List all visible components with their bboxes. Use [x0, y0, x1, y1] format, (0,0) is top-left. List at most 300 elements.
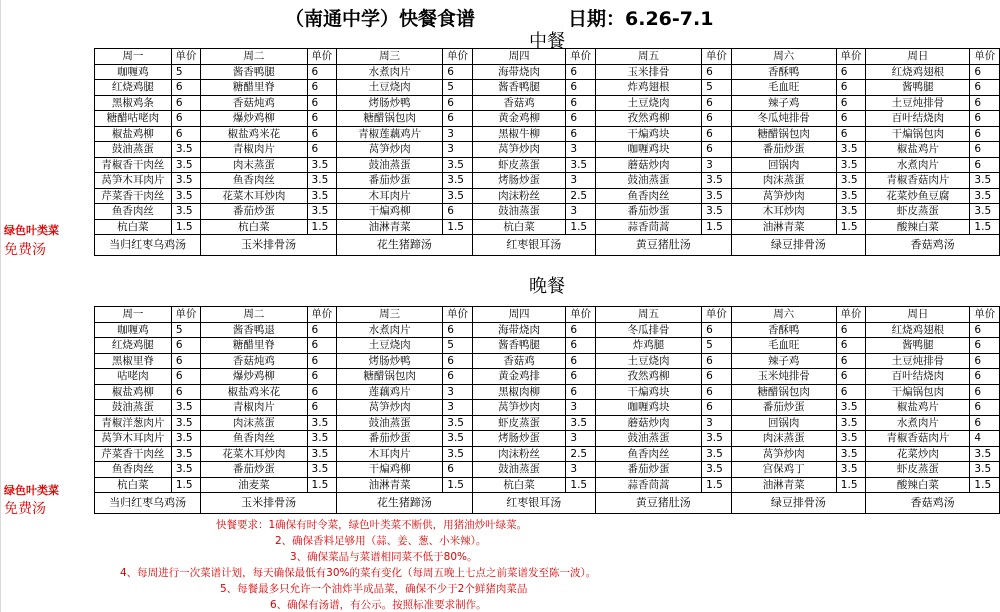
- price-cell: 6: [566, 95, 595, 111]
- price-cell: 3.5: [702, 173, 731, 189]
- price-cell: 6: [171, 95, 200, 111]
- price-cell: 3.5: [443, 188, 472, 204]
- dish-cell: 糖醋咕咾肉: [95, 111, 172, 127]
- dish-cell: 椒盐鸡米花: [201, 384, 307, 400]
- price-cell: 3.5: [702, 446, 731, 462]
- price-cell: 3.5: [171, 446, 200, 462]
- dish-cell: 鱼香肉丝: [595, 446, 701, 462]
- price-cell: 6: [566, 353, 595, 369]
- price-cell: 3: [566, 431, 595, 447]
- dish-cell: 蒜香茼蒿: [595, 219, 701, 235]
- price-cell: 3.5: [970, 188, 1000, 204]
- dish-cell: 黄金鸡柳: [472, 111, 566, 127]
- table-row: [95, 142, 1000, 158]
- price-cell: 6: [307, 384, 336, 400]
- price-cell: 3.5: [970, 462, 1000, 478]
- price-cell: 6: [566, 111, 595, 127]
- header-price-cell: 单价: [307, 49, 336, 65]
- price-cell: 3.5: [307, 188, 336, 204]
- price-cell: 3.5: [702, 204, 731, 220]
- dish-cell: 青椒香菇肉片: [866, 173, 970, 189]
- dish-cell: 木耳炒肉: [731, 204, 836, 220]
- dish-cell: 椒盐鸡米花: [201, 126, 307, 142]
- price-cell: 3.5: [836, 400, 865, 416]
- dish-cell: 香酥鸭: [731, 64, 836, 80]
- dish-cell: 水煮肉片: [866, 415, 970, 431]
- price-cell: 3.5: [171, 188, 200, 204]
- price-cell: 3.5: [702, 188, 731, 204]
- price-cell: 3.5: [702, 462, 731, 478]
- note-3: 3、确保菜品与菜谱相同菜不低于80%。: [290, 551, 478, 563]
- dish-cell: 海带烧肉: [472, 322, 566, 338]
- price-cell: 3.5: [836, 415, 865, 431]
- dish-cell: 黑椒牛柳: [472, 126, 566, 142]
- dish-cell: 咖喱鸡: [95, 64, 172, 80]
- lunch-green-veg-label: 绿色叶类菜: [4, 224, 59, 237]
- price-cell: 6: [970, 369, 1000, 385]
- table-row: [95, 188, 1000, 204]
- price-cell: 3: [702, 415, 731, 431]
- price-cell: 3: [443, 400, 472, 416]
- price-cell: 3.5: [443, 446, 472, 462]
- dish-cell: 肉沫粉丝: [472, 446, 566, 462]
- soup-cell: 绿豆排骨汤: [731, 235, 866, 256]
- dish-cell: 玉米排骨: [595, 64, 701, 80]
- dish-cell: 香菇炖鸡: [201, 95, 307, 111]
- dish-cell: 干煸鸡块: [595, 384, 701, 400]
- price-cell: 6: [970, 126, 1000, 142]
- dish-cell: 鱼香肉丝: [201, 431, 307, 447]
- dish-cell: 红烧鸡腿: [95, 80, 172, 96]
- dish-cell: 咕咾肉: [95, 369, 172, 385]
- dish-cell: 咖喱鸡: [95, 322, 172, 338]
- dish-cell: 肉末蒸蛋: [201, 157, 307, 173]
- dish-cell: 花菜炒肉: [866, 446, 970, 462]
- price-cell: 6: [836, 384, 865, 400]
- price-cell: 6: [307, 126, 336, 142]
- price-cell: 6: [970, 142, 1000, 158]
- dish-cell: 芹菜香干肉丝: [95, 446, 172, 462]
- price-cell: 3: [566, 400, 595, 416]
- price-cell: 6: [443, 322, 472, 338]
- price-cell: 6: [970, 157, 1000, 173]
- dish-cell: 海带烧肉: [472, 64, 566, 80]
- soup-row: [95, 493, 1000, 514]
- table-row: [95, 400, 1000, 416]
- price-cell: 3.5: [443, 431, 472, 447]
- price-cell: 3.5: [307, 462, 336, 478]
- price-cell: 1.5: [702, 219, 731, 235]
- dish-cell: 糖醋锅包肉: [731, 126, 836, 142]
- title-date: 日期：6.26-7.1: [568, 8, 714, 30]
- dish-cell: 香酥鸭: [731, 322, 836, 338]
- price-cell: 6: [171, 338, 200, 354]
- price-cell: 6: [836, 369, 865, 385]
- dish-cell: 莴笋炒肉: [337, 142, 443, 158]
- price-cell: 3.5: [836, 204, 865, 220]
- dish-cell: 土豆炖排骨: [866, 353, 970, 369]
- price-cell: 3.5: [443, 415, 472, 431]
- dish-cell: 杭白菜: [95, 477, 172, 493]
- dish-cell: 番茄炒蛋: [201, 204, 307, 220]
- dish-cell: 干煸鸡块: [595, 126, 701, 142]
- dish-cell: 鼓油蒸蛋: [595, 173, 701, 189]
- header-price-cell: 单价: [970, 49, 1000, 65]
- dish-cell: 辣子鸡: [731, 95, 836, 111]
- soup-cell: 香菇鸡汤: [866, 235, 1000, 256]
- soup-cell: 当归红枣乌鸡汤: [95, 235, 201, 256]
- dinner-green-veg-label: 绿色叶类菜: [4, 484, 59, 497]
- dish-cell: 青椒香菇肉片: [866, 431, 970, 447]
- dish-cell: 辣子鸡: [731, 353, 836, 369]
- dish-cell: 鱼香肉丝: [95, 204, 172, 220]
- note-5: 5、每餐最多只允许一个油炸半成品菜，确保不少于2个鲜猪肉菜品: [220, 583, 528, 595]
- dish-cell: 酱鸭腿: [866, 338, 970, 354]
- lunch-title: 中餐: [529, 31, 565, 52]
- price-cell: 4: [970, 431, 1000, 447]
- dish-cell: 香菇鸡: [472, 95, 566, 111]
- table-row: [95, 80, 1000, 96]
- dish-cell: 鱼香肉丝: [95, 462, 172, 478]
- price-cell: 6: [171, 80, 200, 96]
- dish-cell: 虾皮蒸蛋: [866, 204, 970, 220]
- price-cell: 6: [307, 353, 336, 369]
- price-cell: 6: [702, 142, 731, 158]
- price-cell: 3.5: [171, 415, 200, 431]
- price-cell: 6: [702, 322, 731, 338]
- price-cell: 6: [836, 126, 865, 142]
- price-cell: 5: [443, 80, 472, 96]
- header-day-cell: 周三: [337, 307, 443, 323]
- price-cell: 3.5: [836, 173, 865, 189]
- price-cell: 6: [970, 353, 1000, 369]
- price-cell: 6: [836, 80, 865, 96]
- table-row: [95, 219, 1000, 235]
- price-cell: 6: [970, 400, 1000, 416]
- dish-cell: 酱香鸭退: [201, 322, 307, 338]
- price-cell: 2.5: [566, 188, 595, 204]
- price-cell: 3.5: [171, 462, 200, 478]
- dish-cell: 烤肠炒蛋: [472, 173, 566, 189]
- price-cell: 6: [443, 111, 472, 127]
- price-cell: 6: [702, 369, 731, 385]
- dish-cell: 水煮肉片: [337, 322, 443, 338]
- price-cell: 3.5: [171, 157, 200, 173]
- header-day-cell: 周四: [472, 49, 566, 65]
- dish-cell: 糖醋里脊: [201, 338, 307, 354]
- dish-cell: 椒盐鸡片: [866, 400, 970, 416]
- price-cell: 6: [171, 353, 200, 369]
- dish-cell: 孜然鸡柳: [595, 111, 701, 127]
- price-cell: 1.5: [566, 477, 595, 493]
- price-cell: 6: [702, 95, 731, 111]
- dish-cell: 鼓油蒸蛋: [595, 431, 701, 447]
- note-2: 2、确保香料足够用（蒜、姜、葱、小米辣）。: [275, 535, 487, 547]
- price-cell: 3.5: [836, 462, 865, 478]
- header-price-cell: 单价: [307, 307, 336, 323]
- header-day-cell: 周三: [337, 49, 443, 65]
- header-price-cell: 单价: [836, 49, 865, 65]
- price-cell: 6: [836, 64, 865, 80]
- dish-cell: 杭白菜: [201, 219, 307, 235]
- price-cell: 6: [307, 369, 336, 385]
- header-day-cell: 周二: [201, 49, 307, 65]
- price-cell: 6: [443, 462, 472, 478]
- dish-cell: 干煸鸡柳: [337, 462, 443, 478]
- header-price-cell: 单价: [443, 49, 472, 65]
- price-cell: 1.5: [566, 219, 595, 235]
- header-price-cell: 单价: [970, 307, 1000, 323]
- dish-cell: 鼓油蒸蛋: [95, 142, 172, 158]
- soup-cell: 绿豆排骨汤: [731, 493, 866, 514]
- dish-cell: 酱鸭腿: [866, 80, 970, 96]
- header-day-cell: 周五: [595, 307, 701, 323]
- dish-cell: 宫保鸡丁: [731, 462, 836, 478]
- dish-cell: 炸鸡腿: [595, 338, 701, 354]
- dish-cell: 香菇鸡: [472, 353, 566, 369]
- dish-cell: 爆炒鸡柳: [201, 111, 307, 127]
- dish-cell: 黑椒里脊: [95, 353, 172, 369]
- table-row: [95, 431, 1000, 447]
- price-cell: 5: [171, 322, 200, 338]
- price-cell: 6: [970, 322, 1000, 338]
- dish-cell: 肉沫蒸蛋: [731, 431, 836, 447]
- dish-cell: 青椒洋葱肉片: [95, 415, 172, 431]
- price-cell: 1.5: [307, 477, 336, 493]
- dish-cell: 炸鸡翅根: [595, 80, 701, 96]
- price-cell: 1.5: [970, 477, 1000, 493]
- price-cell: 3.5: [171, 142, 200, 158]
- dish-cell: 香菇炖鸡: [201, 353, 307, 369]
- dish-cell: 青椒香干肉丝: [95, 157, 172, 173]
- price-cell: 6: [307, 80, 336, 96]
- price-cell: 3.5: [171, 431, 200, 447]
- dish-cell: 油淋青菜: [337, 477, 443, 493]
- dish-cell: 酱香鸭腿: [472, 80, 566, 96]
- header-price-cell: 单价: [566, 307, 595, 323]
- dish-cell: 鼓油蒸蛋: [472, 462, 566, 478]
- price-cell: 3.5: [970, 204, 1000, 220]
- price-cell: 2.5: [566, 446, 595, 462]
- table-row: [95, 126, 1000, 142]
- price-cell: 3.5: [307, 204, 336, 220]
- dish-cell: 莴笋炒肉: [337, 400, 443, 416]
- dinner-table: [94, 306, 1000, 514]
- dish-cell: 番茄炒蛋: [201, 462, 307, 478]
- dish-cell: 油麦菜: [201, 477, 307, 493]
- table-row: [95, 95, 1000, 111]
- header-price-cell: 单价: [443, 307, 472, 323]
- price-cell: 3.5: [970, 173, 1000, 189]
- dish-cell: 椒盐鸡片: [866, 142, 970, 158]
- header-price-cell: 单价: [171, 307, 200, 323]
- soup-cell: 玉米排骨汤: [201, 493, 337, 514]
- dish-cell: 干煸锅包肉: [866, 126, 970, 142]
- table-row: [95, 384, 1000, 400]
- dish-cell: 芹菜香干肉丝: [95, 188, 172, 204]
- dish-cell: 冬瓜炖排骨: [731, 111, 836, 127]
- dish-cell: 回锅肉: [731, 415, 836, 431]
- price-cell: 6: [443, 204, 472, 220]
- price-cell: 6: [836, 353, 865, 369]
- dish-cell: 红烧鸡腿: [95, 338, 172, 354]
- price-cell: 6: [566, 64, 595, 80]
- dish-cell: 番茄炒蛋: [595, 462, 701, 478]
- table-header-row: [95, 307, 1000, 323]
- dish-cell: 蘑菇炒肉: [595, 415, 701, 431]
- dish-cell: 黑椒肉柳: [472, 384, 566, 400]
- dish-cell: 蘑菇炒肉: [595, 157, 701, 173]
- dish-cell: 糖醋锅包肉: [337, 369, 443, 385]
- dish-cell: 水煮肉片: [866, 157, 970, 173]
- dish-cell: 玉米炖排骨: [731, 369, 836, 385]
- price-cell: 3: [443, 126, 472, 142]
- dish-cell: 土豆烧肉: [595, 353, 701, 369]
- price-cell: 6: [836, 111, 865, 127]
- table-row: [95, 204, 1000, 220]
- price-cell: 6: [307, 111, 336, 127]
- dish-cell: 蒜香茼蒿: [595, 477, 701, 493]
- price-cell: 3.5: [566, 415, 595, 431]
- price-cell: 3.5: [836, 142, 865, 158]
- dish-cell: 油淋青菜: [731, 219, 836, 235]
- dish-cell: 杭白菜: [95, 219, 172, 235]
- price-cell: 3: [566, 173, 595, 189]
- table-row: [95, 462, 1000, 478]
- soup-cell: 玉米排骨汤: [201, 235, 337, 256]
- dish-cell: 莴笋木耳肉片: [95, 431, 172, 447]
- dish-cell: 椒盐鸡柳: [95, 384, 172, 400]
- price-cell: 3: [566, 204, 595, 220]
- table-row: [95, 415, 1000, 431]
- dish-cell: 莲藕鸡片: [337, 384, 443, 400]
- price-cell: 5: [171, 64, 200, 80]
- header-price-cell: 单价: [836, 307, 865, 323]
- dish-cell: 肉沫粉丝: [472, 188, 566, 204]
- price-cell: 6: [970, 80, 1000, 96]
- price-cell: 6: [307, 64, 336, 80]
- price-cell: 6: [702, 126, 731, 142]
- dish-cell: 黑椒鸡条: [95, 95, 172, 111]
- price-cell: 3.5: [836, 188, 865, 204]
- table-row: [95, 64, 1000, 80]
- header-price-cell: 单价: [566, 49, 595, 65]
- price-cell: 3.5: [836, 431, 865, 447]
- price-cell: 1.5: [702, 477, 731, 493]
- price-cell: 6: [443, 64, 472, 80]
- lunch-table: [94, 48, 1000, 256]
- dish-cell: 毛血旺: [731, 338, 836, 354]
- header-day-cell: 周五: [595, 49, 701, 65]
- dish-cell: 烤肠炒蛋: [472, 431, 566, 447]
- price-cell: 3: [566, 462, 595, 478]
- note-6: 6、确保有汤谱，有公示。按照标准要求制作。: [270, 599, 487, 611]
- price-cell: 6: [970, 384, 1000, 400]
- price-cell: 6: [970, 111, 1000, 127]
- dish-cell: 虾皮蒸蛋: [472, 157, 566, 173]
- price-cell: 6: [566, 338, 595, 354]
- dish-cell: 莴笋炒肉: [731, 446, 836, 462]
- dish-cell: 鱼香肉丝: [201, 173, 307, 189]
- price-cell: 6: [836, 95, 865, 111]
- price-cell: 6: [566, 80, 595, 96]
- table-row: [95, 353, 1000, 369]
- note-1: 快餐要求：1确保有时令菜，绿色叶类菜不断供，用猪油炒叶绿菜。: [216, 519, 528, 531]
- price-cell: 6: [836, 338, 865, 354]
- dish-cell: 干煸锅包肉: [866, 384, 970, 400]
- dish-cell: 糖醋锅包肉: [731, 384, 836, 400]
- price-cell: 3.5: [171, 204, 200, 220]
- dish-cell: 油淋青菜: [337, 219, 443, 235]
- price-cell: 6: [566, 384, 595, 400]
- price-cell: 6: [171, 111, 200, 127]
- dish-cell: 肉沫蒸蛋: [201, 415, 307, 431]
- soup-cell: 黄豆猪肚汤: [595, 235, 731, 256]
- dish-cell: 花菜炒鱼豆腐: [866, 188, 970, 204]
- table-row: [95, 477, 1000, 493]
- price-cell: 1.5: [171, 219, 200, 235]
- price-cell: 5: [702, 338, 731, 354]
- price-cell: 1.5: [443, 477, 472, 493]
- price-cell: 3.5: [566, 157, 595, 173]
- price-cell: 3: [443, 384, 472, 400]
- dish-cell: 烤肠炒鸭: [337, 95, 443, 111]
- table-row: [95, 338, 1000, 354]
- price-cell: 3.5: [307, 446, 336, 462]
- price-cell: 6: [307, 142, 336, 158]
- price-cell: 3.5: [171, 173, 200, 189]
- dish-cell: 鼓油蒸蛋: [472, 204, 566, 220]
- dish-cell: 酸辣白菜: [866, 477, 970, 493]
- dish-cell: 木耳肉片: [337, 446, 443, 462]
- dish-cell: 油淋青菜: [731, 477, 836, 493]
- dish-cell: 莴笋木耳肉片: [95, 173, 172, 189]
- soup-row: [95, 235, 1000, 256]
- dish-cell: 酱香鸭腿: [472, 338, 566, 354]
- dish-cell: 虾皮蒸蛋: [472, 415, 566, 431]
- price-cell: 3.5: [702, 431, 731, 447]
- price-cell: 3: [443, 142, 472, 158]
- price-cell: 3.5: [307, 431, 336, 447]
- price-cell: 3.5: [443, 173, 472, 189]
- price-cell: 1.5: [970, 219, 1000, 235]
- price-cell: 1.5: [836, 477, 865, 493]
- header-day-cell: 周六: [731, 49, 836, 65]
- price-cell: 6: [171, 126, 200, 142]
- soup-cell: 黄豆猪肚汤: [595, 493, 731, 514]
- dish-cell: 花菜木耳炒肉: [201, 188, 307, 204]
- dish-cell: 木耳肉片: [337, 188, 443, 204]
- soup-cell: 花生猪蹄汤: [337, 493, 473, 514]
- dinner-free-soup-label: 免费汤: [4, 501, 46, 517]
- dish-cell: 糖醋锅包肉: [337, 111, 443, 127]
- price-cell: 3.5: [443, 157, 472, 173]
- grid-line: [0, 0, 1, 612]
- price-cell: 1.5: [836, 219, 865, 235]
- dish-cell: 毛血旺: [731, 80, 836, 96]
- price-cell: 6: [566, 369, 595, 385]
- dish-cell: 土豆烧肉: [595, 95, 701, 111]
- dish-cell: 爆炒鸡柳: [201, 369, 307, 385]
- dish-cell: 糖醋里脊: [201, 80, 307, 96]
- header-price-cell: 单价: [171, 49, 200, 65]
- dish-cell: 酸辣白菜: [866, 219, 970, 235]
- dinner-title: 晚餐: [529, 276, 565, 297]
- price-cell: 6: [566, 126, 595, 142]
- dish-cell: 椒盐鸡柳: [95, 126, 172, 142]
- dish-cell: 酱香鸭腿: [201, 64, 307, 80]
- dish-cell: 青椒莲藕鸡片: [337, 126, 443, 142]
